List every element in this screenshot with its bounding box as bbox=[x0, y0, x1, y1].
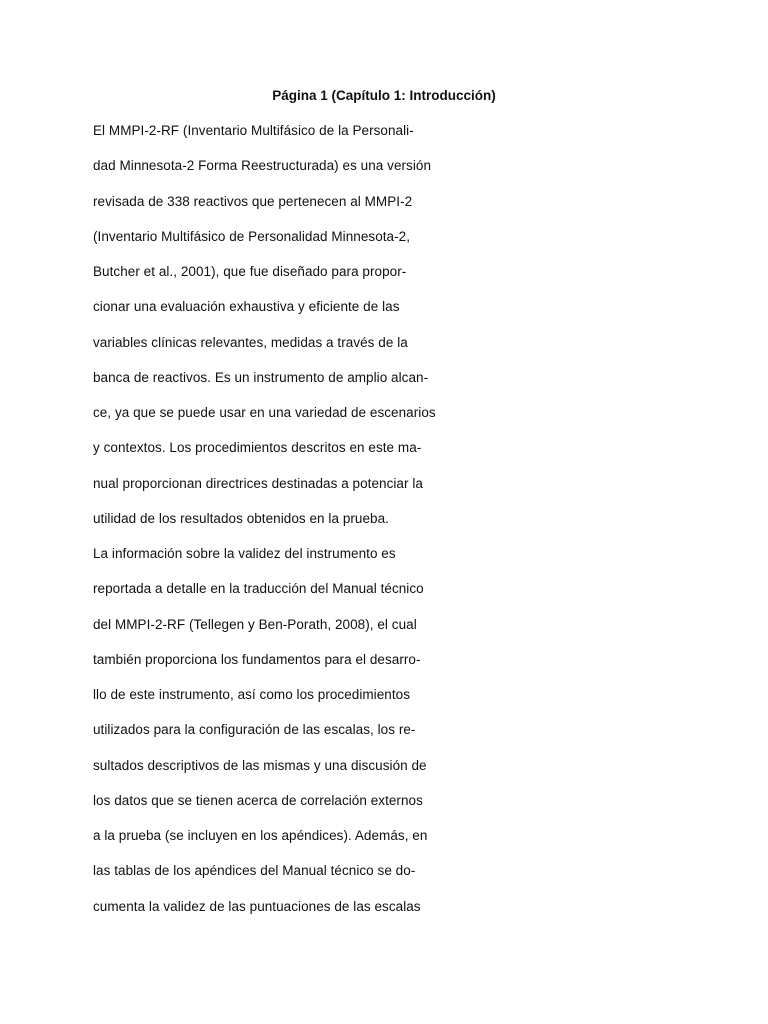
body-text bbox=[93, 121, 693, 932]
text-line: revisada de 338 reactivos que pertenecen al MMPI-2 bbox=[93, 193, 413, 209]
text-line: dad Minnesota-2 Forma Reestructurada) es una versión bbox=[93, 158, 432, 174]
text-line: también proporciona los fundamentos para el desarro- bbox=[93, 651, 421, 667]
text-line: ce, ya que se puede usar en una variedad de escenarios bbox=[93, 405, 436, 420]
text-line: los datos que se tienen acerca de correlación externos bbox=[93, 792, 423, 808]
text-line: variables clínicas relevantes, medidas a través de la bbox=[93, 334, 408, 350]
text-line: (Inventario Multifásico de Personalidad Minnesota-2, bbox=[93, 228, 411, 244]
text-line: a la prueba (se incluyen en los apéndices). Además, en bbox=[93, 828, 428, 843]
text-line: llo de este instrumento, así como los procedimientos bbox=[93, 687, 411, 702]
text-line: banca de reactivos. Es un instrumento de amplio alcan- bbox=[93, 369, 429, 385]
text-line: las tablas de los apéndices del Manual técnico se do- bbox=[93, 863, 416, 879]
text-line: nual proporcionan directrices destinadas a potenciar la bbox=[93, 475, 423, 491]
text-line: utilidad de los resultados obtenidos en la prueba. bbox=[93, 510, 389, 526]
text-line: La información sobre la validez del instrumento es bbox=[93, 546, 396, 561]
text-line: utilizados para la configuración de las escalas, los re- bbox=[93, 722, 416, 738]
text-line: del MMPI-2-RF (Tellegen y Ben-Porath, 2008), el cual bbox=[93, 616, 417, 632]
text-line: cumenta la validez de las puntuaciones de las escalas bbox=[93, 898, 421, 914]
text-line: sultados descriptivos de las mismas y una discusión de bbox=[93, 757, 427, 773]
text-line: cionar una evaluación exhaustiva y eficiente de las bbox=[93, 299, 400, 315]
text-line: Butcher et al., 2001), que fue diseñado para propor- bbox=[93, 264, 407, 279]
page-title: Página 1 (Capítulo 1: Introducción) bbox=[272, 88, 496, 103]
text-line: El MMPI-2-RF (Inventario Multifásico de la Personali- bbox=[93, 123, 414, 138]
text-line: y contextos. Los procedimientos descritos en este ma- bbox=[93, 440, 422, 456]
text-line: reportada a detalle en la traducción del Manual técnico bbox=[93, 581, 424, 597]
